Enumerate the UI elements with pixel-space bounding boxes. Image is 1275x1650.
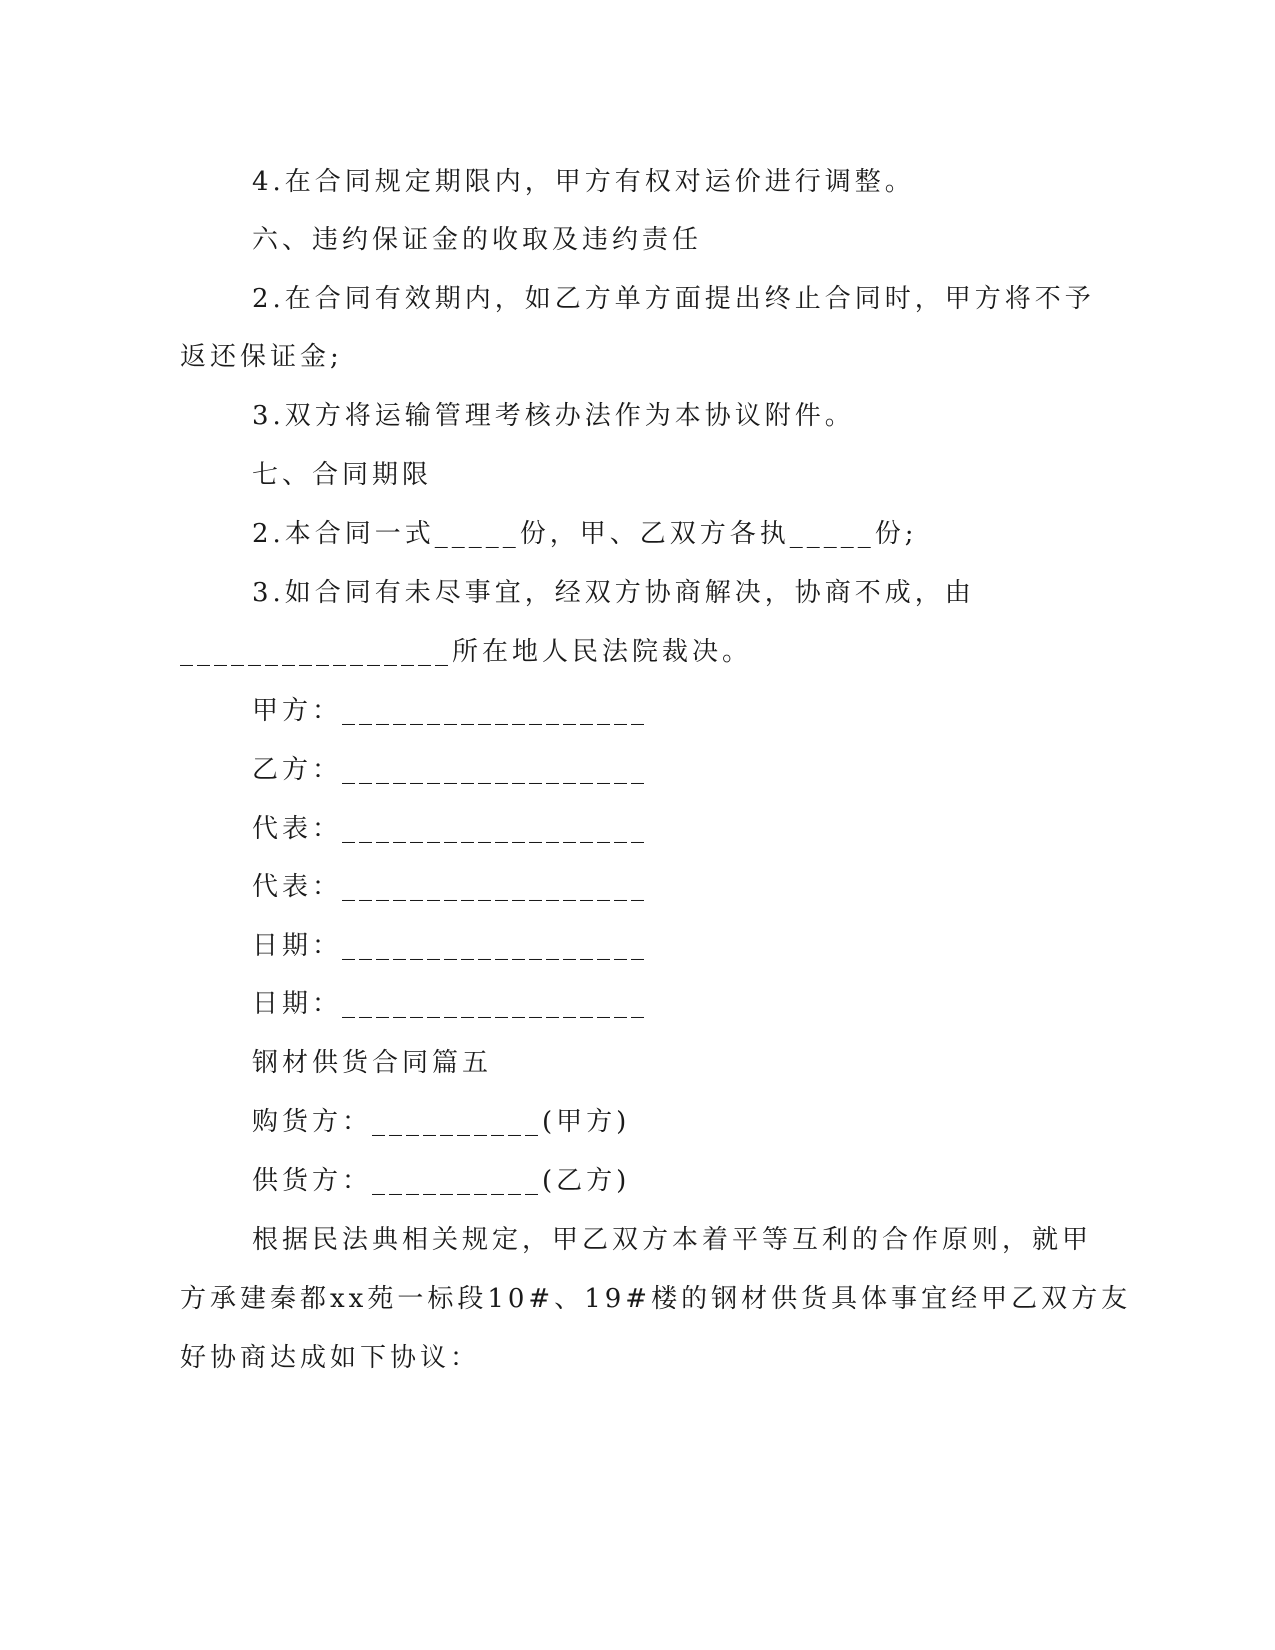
clause-2-continuation: 返还保证金; bbox=[180, 342, 343, 372]
date-a-line: 日期：__________________ bbox=[252, 931, 649, 961]
buyer-line: 购货方：__________(甲方) bbox=[252, 1107, 631, 1137]
representative-a-line: 代表：__________________ bbox=[252, 814, 649, 844]
clause-3-text: 3.双方将运输管理考核办法作为本协议附件。 bbox=[252, 401, 855, 431]
section-6-heading: 六、违约保证金的收取及违约责任 bbox=[252, 225, 703, 255]
preamble-line-3: 好协商达成如下协议： bbox=[180, 1343, 481, 1373]
party-a-signature-line: 甲方：__________________ bbox=[252, 696, 649, 726]
preamble-line-2: 方承建秦都xx苑一标段10#、19#楼的钢材供货具体事宜经甲乙双方友 bbox=[180, 1284, 1132, 1314]
clause-2-text: 2.在合同有效期内，如乙方单方面提出终止合同时，甲方将不予 bbox=[252, 284, 1095, 314]
preamble-line-1: 根据民法典相关规定，甲乙双方本着平等互利的合作原则，就甲 bbox=[252, 1225, 1093, 1255]
dispute-clause: 3.如合同有未尽事宜，经双方协商解决，协商不成，由 bbox=[252, 578, 975, 608]
contract-5-title: 钢材供货合同篇五 bbox=[252, 1048, 493, 1078]
dispute-clause-continuation: ________________所在地人民法院裁决。 bbox=[180, 637, 753, 667]
date-b-line: 日期：__________________ bbox=[252, 989, 649, 1019]
section-7-heading: 七、合同期限 bbox=[252, 460, 433, 490]
party-b-signature-line: 乙方：__________________ bbox=[252, 755, 649, 785]
clause-4-text: 4.在合同规定期限内，甲方有权对运价进行调整。 bbox=[252, 167, 915, 197]
supplier-line: 供货方：__________(乙方) bbox=[252, 1166, 631, 1196]
copies-clause: 2.本合同一式_____份，甲、乙双方各执_____份; bbox=[252, 519, 918, 549]
representative-b-line: 代表：__________________ bbox=[252, 872, 649, 902]
